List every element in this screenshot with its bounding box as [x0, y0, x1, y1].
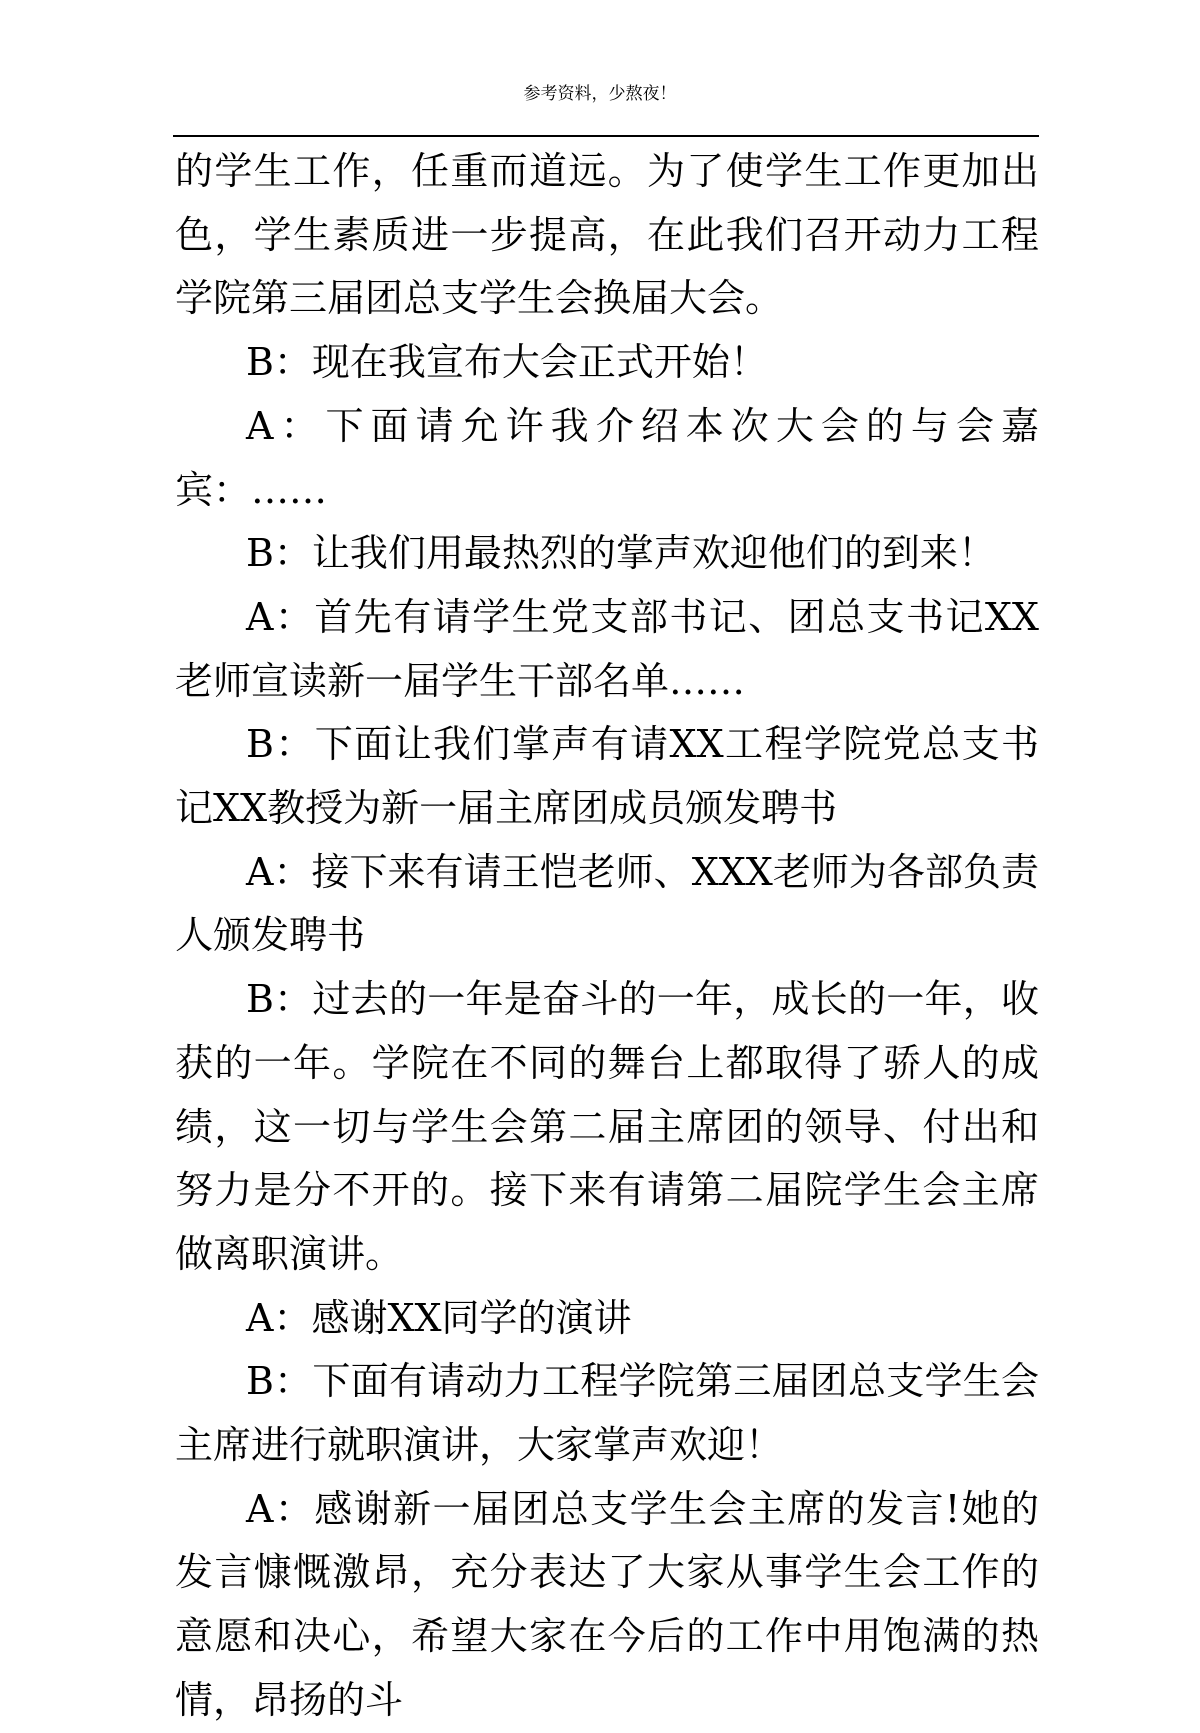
paragraph-a-thanks-speech: A：感谢XX同学的演讲: [246, 1295, 632, 1340]
paragraph-a-thanks-president: A：感谢新一届团总支学生会主席的发言!她的发言慷慨激昂，充分表达了大家从事学生会工作的意愿和决心，希望大家在今后的工作中用饱满的热情，昂扬的斗: [175, 1486, 1039, 1722]
paragraph-b-award-presidium: B：下面让我们掌声有请XX工程学院党总支书记XX教授为新一届主席团成员颁发聘书: [175, 722, 1039, 831]
paragraph-a-introduce-guests: A：下面请允许我介绍本次大会的与会嘉宾：……: [175, 403, 1039, 512]
paragraph-b-inaugural-speech: B：下面有请动力工程学院第三届团总支学生会主席进行就职演讲，大家掌声欢迎！: [175, 1359, 1039, 1468]
paragraph-continuation: 的学生工作，任重而道远。为了使学生工作更加出色，学生素质进一步提高，在此我们召开动力工程学院第三届团总支学生会换届大会。: [175, 149, 1039, 321]
paragraph-b-welcome-applause: B：让我们用最热烈的掌声欢迎他们的到来！: [246, 531, 996, 576]
paragraph-b-announce-start: B：现在我宣布大会正式开始！: [246, 340, 768, 385]
page-header: 参考资料，少熬夜！: [523, 84, 677, 104]
paragraph-a-read-list: A：首先有请学生党支部书记、团总支书记XX老师宣读新一届学生干部名单……: [175, 594, 1039, 703]
document-body: [175, 140, 1039, 1733]
paragraph-a-award-departments: A：接下来有请王恺老师、XXX老师为各部负责人颁发聘书: [175, 849, 1039, 958]
paragraph-b-past-year: B：过去的一年是奋斗的一年，成长的一年，收获的一年。学院在不同的舞台上都取得了骄人的成绩，这一切与学生会第二届主席团的领导、付出和努力是分不开的。接下来有请第二届院学生会主席做离职演讲。: [175, 977, 1039, 1276]
header-divider: [173, 135, 1039, 137]
